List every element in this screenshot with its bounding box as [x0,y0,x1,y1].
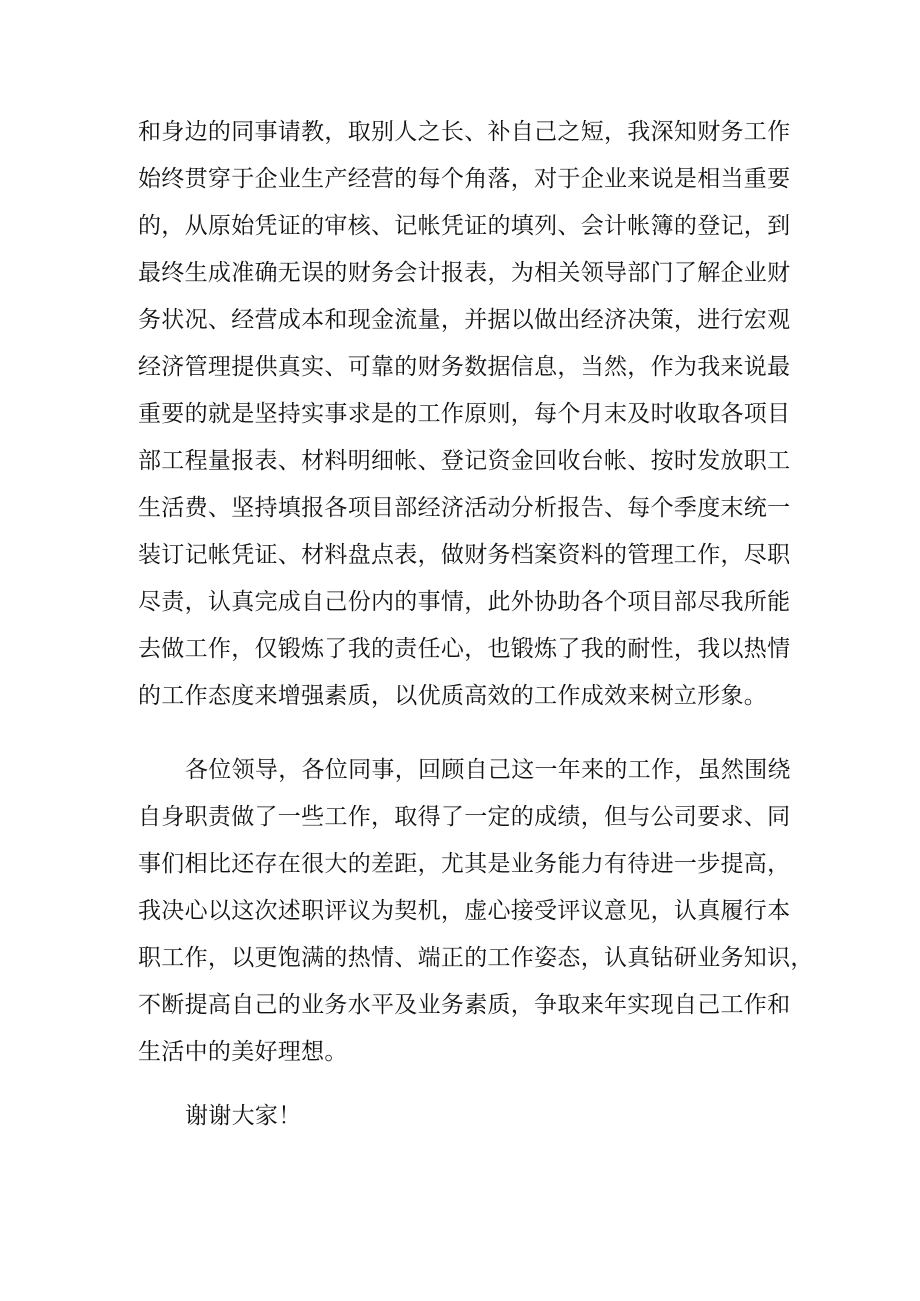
paragraph-1-line-8: 部工程量报表、材料明细帐、登记资金回收台帐、按时发放职工 [138,448,791,474]
paragraph-1-line-1: 和身边的同事请教，取别人之长、补自己之短，我深知财务工作 [138,119,791,145]
paragraph-2-line-4: 我决心以这次述职评议为契机，虚心接受评议意见，认真履行本 [138,898,791,924]
paragraph-1-line-2: 始终贯穿于企业生产经营的每个角落，对于企业来说是相当重要 [138,166,791,192]
paragraph-2-line-7: 生活中的美好理想。 [138,1039,348,1065]
paragraph-1-line-11: 尽责，认真完成自己份内的事情，此外协助各个项目部尽我所能 [138,589,791,615]
paragraph-1-line-9: 生活费、坚持填报各项目部经济活动分析报告、每个季度末统一 [138,495,791,521]
paragraph-1-line-3: 的，从原始凭证的审核、记帐凭证的填列、会计帐簿的登记，到 [138,213,791,239]
paragraph-1-line-13: 的工作态度来增强素质，以优质高效的工作成效来树立形象。 [138,683,768,709]
paragraph-1-line-4: 最终生成准确无误的财务会计报表，为相关领导部门了解企业财 [138,260,791,286]
paragraph-1-line-7: 重要的就是坚持实事求是的工作原则，每个月末及时收取各项目 [138,401,791,427]
paragraph-2-line-1: 各位领导，各位同事，回顾自己这一年来的工作，虽然围绕 [185,757,791,783]
paragraph-2-line-3: 事们相比还存在很大的差距，尤其是业务能力有待进一步提高， [138,851,791,877]
paragraph-2-line-6: 不断提高自己的业务水平及业务素质，争取来年实现自己工作和 [138,992,791,1018]
closing-line: 谢谢大家！ [185,1103,302,1129]
paragraph-1-line-12: 去做工作，仅锻炼了我的责任心，也锻炼了我的耐性，我以热情 [138,636,791,662]
paragraph-2-line-5: 职工作，以更饱满的热情、端正的工作姿态，认真钻研业务知识， [138,945,814,971]
paragraph-2-line-2: 自身职责做了一些工作，取得了一定的成绩，但与公司要求、同 [138,804,791,830]
paragraph-1-line-6: 经济管理提供真实、可靠的财务数据信息，当然，作为我来说最 [138,354,791,380]
paragraph-1-line-10: 装订记帐凭证、材料盘点表，做财务档案资料的管理工作，尽职 [138,542,791,568]
paragraph-1-line-5: 务状况、经营成本和现金流量，并据以做出经济决策，进行宏观 [138,307,791,333]
